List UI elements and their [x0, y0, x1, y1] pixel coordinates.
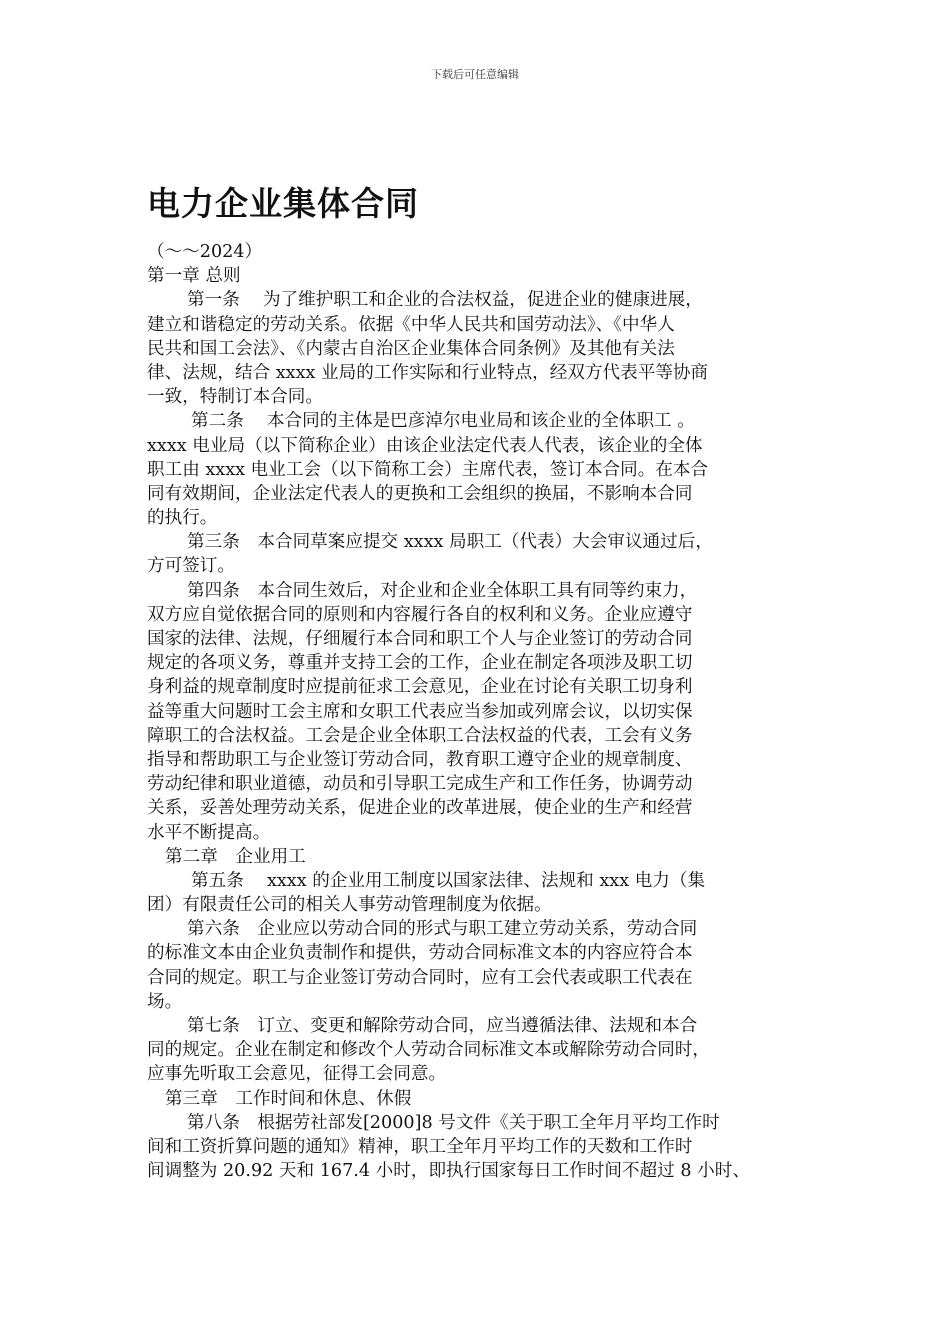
body-line: 民共和国工会法》、《内蒙古自治区企业集体合同条例》及其他有关法	[147, 338, 675, 359]
header-note: 下载后可任意编辑	[431, 68, 519, 81]
body-line: 水平不断提高。	[147, 822, 271, 843]
body-line: xxxx 电业局（以下简称企业）由该企业法定代表人代表，该企业的全体	[147, 435, 703, 456]
body-line: 团）有限责任公司的相关人事劳动管理制度为依据。	[147, 895, 552, 916]
body-line: 益等重大问题时工会主席和女职工代表应当参加或列席会议，以切实保	[147, 701, 693, 722]
body-line: 第五条 xxxx 的企业用工制度以国家法律、法规和 xxx 电力（集	[191, 870, 706, 891]
body-line: 场。	[147, 991, 183, 1012]
body-line: 一致，特制订本合同。	[147, 387, 323, 408]
body-line: 第二章 企业用工	[165, 846, 306, 867]
body-line: 职工由 xxxx 电业工会（以下简称工会）主席代表，签订本合同。在本合	[147, 459, 709, 480]
body-line: 第六条 企业应以劳动合同的形式与职工建立劳动关系，劳动合同	[187, 919, 698, 940]
body-line: 建立和谐稳定的劳动关系。依据《中华人民共和国劳动法》、《中华人	[147, 314, 675, 335]
body-line: 律、法规，结合 xxxx 业局的工作实际和行业特点，经双方代表平等协商	[147, 362, 709, 383]
body-line: 方可签订。	[147, 556, 235, 577]
body-line: （～～2024）	[147, 242, 263, 262]
body-line: 第八条 根据劳社部发[2000]8 号文件《关于职工全年月平均工作时	[187, 1112, 720, 1133]
body-line: 身利益的规章制度时应提前征求工会意见，企业在讨论有关职工切身利	[147, 677, 693, 698]
body-line: 间和工资折算问题的通知》精神，职工全年月平均工作的天数和工作时	[147, 1136, 693, 1157]
body-line: 第二条 本合同的主体是巴彦淖尔电业局和该企业的全体职工 。	[191, 411, 695, 432]
body-line: 第七条 订立、变更和解除劳动合同，应当遵循法律、法规和本合	[187, 1016, 698, 1036]
body-line: 障职工的合法权益。工会是企业全体职工合法权益的代表，工会有义务	[147, 725, 693, 746]
body-line: 双方应自觉依据合同的原则和内容履行各自的权利和义务。企业应遵守	[147, 604, 693, 625]
body-line: 关系，妥善处理劳动关系，促进企业的改革进展，使企业的生产和经营	[147, 798, 693, 819]
body-line: 第三条 本合同草案应提交 xxxx 局职工（代表）大会审议通过后，	[187, 532, 713, 553]
body-line: 合同的规定。职工与企业签订劳动合同时，应有工会代表或职工代表在	[147, 967, 693, 988]
body-line: 间调整为 20.92 天和 167.4 小时，即执行国家每日工作时间不超过 8 小时、	[147, 1161, 750, 1182]
body-line: 指导和帮助职工与企业签订劳动合同，教育职工遵守企业的规章制度、	[147, 749, 693, 770]
body-line: 国家的法律、法规，仔细履行本合同和职工个人与企业签订的劳动合同	[147, 629, 693, 649]
body-line: 应事先听取工会意见，征得工会同意。	[147, 1064, 447, 1085]
body-line: 第一章 总则	[147, 266, 241, 287]
body-line: 劳动纪律和职业道德，动员和引导职工完成生产和工作任务，协调劳动	[147, 774, 693, 795]
body-line: 规定的各项义务，尊重并支持工会的工作，企业在制定各项涉及职工切	[147, 653, 693, 674]
body-line: 第三章 工作时间和休息、休假	[165, 1088, 412, 1109]
document-body	[147, 240, 815, 1183]
body-line: 的标准文本由企业负责制作和提供，劳动合同标准文本的内容应符合本	[147, 943, 693, 964]
body-line: 同的规定。企业在制定和修改个人劳动合同标准文本或解除劳动合同时，	[147, 1040, 711, 1061]
body-line: 第四条 本合同生效后，对企业和企业全体职工具有同等约束力，	[187, 580, 698, 601]
body-line: 第一条 为了维护职工和企业的合法权益，促进企业的健康进展，	[187, 290, 703, 311]
document-title: 电力企业集体合同	[147, 184, 419, 223]
body-line: 同有效期间，企业法定代表人的更换和工会组织的换届，不影响本合同	[147, 483, 693, 504]
body-line: 的执行。	[147, 508, 218, 529]
